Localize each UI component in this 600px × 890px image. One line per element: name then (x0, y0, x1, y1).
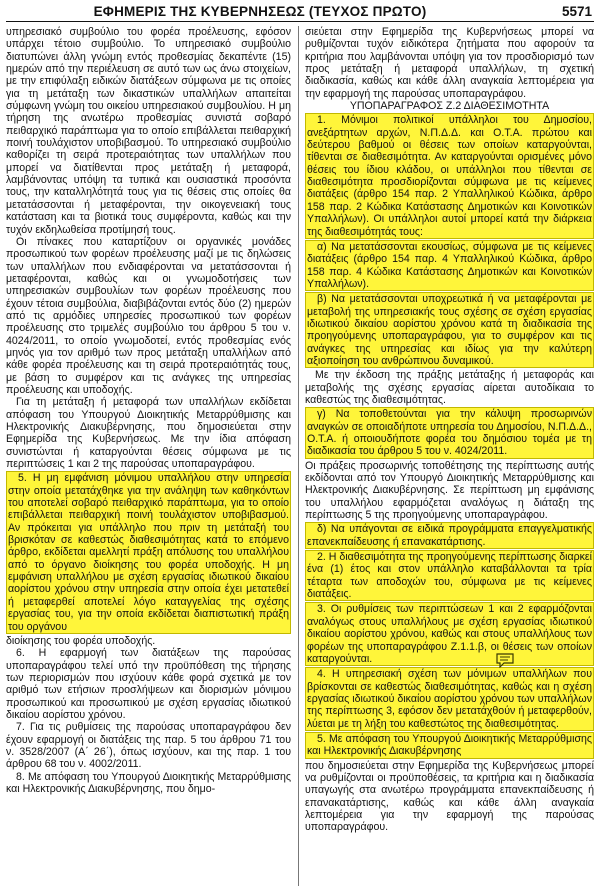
gazette-title: ΕΦΗΜΕΡΙΣ ΤΗΣ ΚΥΒΕΡΝΗΣΕΩΣ (ΤΕΥΧΟΣ ΠΡΩΤΟ) (93, 4, 427, 19)
paragraph-2-highlighted: 2. Η διαθεσιμότητα της προηγούμενης περίπτωσης διαρκεί ένα (1) έτος και στον υπάλληλο καταβάλλονται τα τρία τέταρτα των αποδοχών του, σύμφωνα με τις κείμενες διατάξεις. (307, 551, 592, 601)
highlight-paragraph-3[interactable] (305, 602, 594, 666)
column-divider (298, 26, 299, 886)
item-d-highlighted: δ) Να υπάγονται σε ειδικά προγράμματα επαγγελματικής επανεκπαίδευσης ή επανακατάρτισης. (307, 523, 592, 548)
paragraph-decision: Για τη μετάταξη ή μεταφορά των υπαλλήλων εκδίδεται απόφαση του Υπουργού Διοικητικής Μεταρρύθμισης και Ηλεκτρονικής Διακυβέρνησης, που δημοσιεύεται στην Εφημερίδα της Κυβερνήσεως. Με την ίδια απόφαση συνιστώνται ή καταργούνται θέσεις σύμφωνα με τις περιπτώσεις 1 και 2 της παρούσας υποπαραγράφου. (6, 396, 291, 471)
highlight-paragraph-1[interactable] (305, 113, 594, 238)
paragraph-continuation: υπηρεσιακό συμβούλιο του φορέα προέλευσης, εφόσον υπάρχει τέτοιο συμβούλιο. Το υπηρεσιακό συμβούλιο διατυπώνει άλλη γνώμη εντός προθεσμίας δεκαπέντε (15) ημερών από την περιέλευση σε αυτό των ως άνω στοιχείων, με την επιφύλαξη ειδικών διατάξεων σύμφωνα με τις οποίες για τη μετάταξη των δικαστικών υπαλλήλων απαιτείται σύμφωνη γνώμη του οικείου υπηρεσιακού συμβουλίου. Η μη τήρηση της ανωτέρω προθεσμίας συνιστά σοβαρό πειθαρχικό παράπτωμα για το οποίο επιβάλλεται πειθαρχική ποινή τουλάχιστον υποβιβασμού. Το υπηρεσιακό συμβούλιο καθορίζει τη σειρά προτεραιότητας των υπαλλήλων που μπορεί να διατίθενται προς μετάταξη ή μεταφορά, λαμβάνοντας υπόψη τα τυπικά και ουσιαστικά προσόντα τους, την καταλληλότητά τους για τις θέσεις στις οποίες θα μετατάσσονται ή μεταφέρονται, την οικογενειακή τους κατάσταση και τα βιοτικά τους συμφέροντα, καθώς και την τυχόν εκδηλωθείσα προτίμησή τους. (6, 26, 291, 236)
paragraph-5-right-highlighted: 5. Με απόφαση του Υπουργού Διοικητικής Μεταρρύθμισης και Ηλεκτρονικής Διακυβέρνησης (307, 732, 592, 758)
subparagraph-heading: ΥΠΟΠΑΡΑΓΡΑΦΟΣ Ζ.2 ΔΙΑΘΕΣΙΜΟΤΗΤΑ (349, 100, 550, 113)
comment-icon[interactable] (495, 652, 515, 668)
highlight-paragraph-4[interactable] (305, 667, 594, 731)
paragraph-continuation-right: σιεύεται στην Εφημερίδα της Κυβερνήσεως μπορεί να ρυθμίζονται τυχόν ειδικότερα ζητήματα που αφορούν τα κριτήρια που λαμβάνονται υπόψη για τον προσδιορισμό των προς μετάταξη ή μεταφορά υπαλλήλων, τη σχετική διαδικασία, καθώς και κάθε άλλη αναγκαία λεπτομέρεια για την εφαρμογή της παρούσας υποπαραγράφου. (305, 26, 594, 100)
paragraph-1-highlighted: 1. Μόνιμοι πολιτικοί υπάλληλοι του Δημοσίου, ανεξάρτητων αρχών, Ν.Π.Δ.Δ. και Ο.Τ.Α. πρώτου και δεύτερου βαθμού οι θέσεις των οποίων καταργούνται, τίθενται σε διαθεσιμότητα. Αν καταργούνται ορισμένες μόνο θέσεις του ίδιου κλάδου, οι υπάλληλοι που τίθενται σε διαθεσιμότητα προσδιορίζονται σύμφωνα με τις κείμενες διατάξεις (άρθρο 154 παρ. 2 Υπαλληλικού Κώδικα, άρθρο 158 παρ. 2 Κώδικα Κατάστασης Δημοτικών και Κοινοτικών Υπαλλήλων). Οι υπάλληλοι αυτοί μπορεί κατά την διάρκεια της διαθεσιμότητάς τους: (307, 114, 592, 238)
left-column (6, 26, 291, 795)
highlight-item-a[interactable] (305, 240, 594, 291)
paragraph-4-highlighted: 4. Η υπηρεσιακή σχέση των μόνιμων υπαλλήλων που βρίσκονται σε καθεστώς διαθεσιμότητας, καθώς και η σχέση εργασίας ιδιωτικού δικαίου αορίστου χρόνου των υπαλλήλων της περίπτωσης 3, εφόσον δεν μετατάχθούν ή μεταφερθούν, λύεται με τη λήξη του καθεστώτος της διαθεσιμότητας. (307, 668, 592, 730)
paragraph-5-highlighted: 5. Η μη εμφάνιση μόνιμου υπαλλήλου στην υπηρεσία στην οποία μετατάχθηκε για την ανάληψη των καθηκόντων του αποτελεί σοβαρό πειθαρχικό παράπτωμα, για το οποίο επιβάλλεται πειθαρχική ποινή τουλάχιστον υποβιβασμού. Αν πρόκειται για υπάλληλο που πριν τη μετάταξή του βρισκόταν σε καθεστώς διαθεσιμότητας κατά το επόμενο άρθρο, εκδίδεται αμελλητί πράξη απόλυσης του υπαλλήλου από το όργανο διοίκησης του φορέα υποδοχής. Η μη εμφάνιση υπαλλήλου με σχέση εργασίας ιδιωτικού δικαίου αορίστου χρόνου στην υπηρεσία στην οποία έχει μετατεθεί ή μεταφερθεί αποτελεί λόγο καταγγελίας της σχέσης εργασίας του, για την οποία εκδίδεται διαπιστωτική πράξη του οργάνου (8, 472, 289, 633)
right-column (305, 26, 594, 834)
item-a-highlighted: α) Να μετατάσσονται εκουσίως, σύμφωνα με τις κείμενες διατάξεις (άρθρο 154 παρ. 4 Υπαλληλικού Κώδικα, άρθρο 158 παρ. 4 Κώδικα Κατάστασης Δημοτικών και Κοινοτικών Υπαλλήλων). (307, 240, 592, 290)
highlight-item-b[interactable] (305, 292, 594, 368)
header-rule (6, 21, 594, 22)
item-b-highlighted: β) Να μετατάσσονται υποχρεωτικά ή να μεταφέρονται με μεταβολή της υπηρεσιακής τους σχέσης σε σχέση εργασίας ιδιωτικού δικαίου αορίστου χρόνου κατά τη διαδικασία της προηγούμενης υποπαραγράφου, για το συμφέρον και τις ανάγκες της υπηρεσίας και ιδίως για την καλύτερη αξιοποίηση του ανθρώπινου δυναμικού. (307, 293, 592, 367)
highlight-item-d[interactable] (305, 522, 594, 549)
item-c-highlighted: γ) Να τοποθετούνται για την κάλυψη προσωρινών αναγκών σε οποιαδήποτε υπηρεσία του Δημοσίου, Ν.Π.Δ.Δ., Ο.Τ.Α. ή οποιουδήποτε φορέα του δημόσιου τομέα με τη διαδικασία του άρθρου 5 του ν. 4024/2011. (307, 408, 592, 458)
highlight-paragraph-5[interactable] (6, 471, 291, 633)
paragraph-5-tail: διοίκησης του φορέα υποδοχής. (6, 634, 156, 647)
paragraph-tables: Οι πίνακες που καταρτίζουν οι οργανικές μονάδες προσωπικού των φορέων προέλευσης μαζί με τις δηλώσεις των υπαλλήλων που ενδιαφέρονται να μετατάσσονται ή μεταφέρονται, καθώς και οι γνωμοδοτήσεις των υπηρεσιακών συμβουλίων των φορέων προέλευσης που έχουν τέτοια συμβούλια, διαβιβάζονται εντός δύο (2) ημερών από τις αρμόδιες υπηρεσίες προσωπικού των φορέων προέλευσης στο τριμελές συμβούλιο του άρθρου 5 του ν. 4024/2011, το οποίο γνωμοδοτεί, εντός προθεσμίας ενός μηνός για τον αριθμό των προς μετάταξη υπαλλήλων από κάθε φορέα προέλευσης και τη σειρά προτεραιότητάς τους, με βάση το συμφέρον και τις ανάγκες της υπηρεσίας προέλευσης και υποδοχής. (6, 235, 291, 396)
page-number: 5571 (561, 4, 592, 19)
paragraph-5-right-tail: που δημοσιεύεται στην Εφημερίδα της Κυβερνήσεως μπορεί να ρυθμίζονται οι προϋποθέσεις, τα κριτήρια και η διαδικασία υπαγωγής στα ανωτέρω προγράμματα επανεκπαίδευσης ή επανακατάρτισης, καθώς και κάθε άλλη αναγκαία λεπτομέρεια για την εφαρμογή της παρούσας υποπαραγράφου. (305, 759, 594, 834)
highlight-item-c[interactable] (305, 407, 594, 458)
item-c-tail: Οι πράξεις προσωρινής τοποθέτησης της περίπτωσης αυτής εκδίδονται από τον Υπουργό Διοικητικής Μεταρρύθμισης και Ηλεκτρονικής Διακυβέρνησης. Σε περίπτωση μη εμφάνισης του υπαλλήλου εφαρμόζεται αναλόγως η διάταξη της περίπτωσης 5 της προηγούμενης υποπαραγράφου. (305, 459, 594, 522)
highlight-paragraph-5-right[interactable] (305, 732, 594, 759)
paragraph-8: 8. Με απόφαση του Υπουργού Διοικητικής Μεταρρύθμισης και Ηλεκτρονικής Διακυβέρνησης, που δημο- (6, 770, 291, 795)
item-b-tail: Με την έκδοση της πράξης μετάταξης ή μεταφοράς και μεταβολής της σχέσης εργασίας αίρεται αυτοδίκαια το καθεστώς της διαθεσιμότητας. (305, 369, 594, 406)
paragraph-7: 7. Για τις ρυθμίσεις της παρούσας υποπαραγράφου δεν έχουν εφαρμογή οι διατάξεις της παρ. 5 του άρθρου 71 του ν. 3528/2007 (Α΄ 26΄), όπως ισχύουν, και της παρ. 1 του άρθρου 68 του ν. 4002/2011. (6, 721, 291, 771)
page-header (0, 0, 600, 22)
paragraph-6: 6. Η εφαρμογή των διατάξεων της παρούσας υποπαραγράφου τελεί υπό την προϋπόθεση της τήρησης των περιορισμών που ισχύουν κάθε φορά σχετικά με τον αριθμό των ετήσιων προσλήψεων και διορισμών μόνιμου προσωπικού και προσωπικού με σχέση εργασίας ιδιωτικού δικαίου αορίστου χρόνου. (6, 647, 291, 721)
highlight-paragraph-2[interactable] (305, 550, 594, 601)
paragraph-3-highlighted: 3. Οι ρυθμίσεις των περιπτώσεων 1 και 2 εφαρμόζονται αναλόγως στους υπαλλήλους με σχέση εργασίας ιδιωτικού δικαίου αορίστου χρόνου, καθώς και στους υπαλλήλους των φορέων της υποπαραγράφου Ζ.1.1.β, οι θέσεις των οποίων καταργούνται. (307, 603, 592, 665)
